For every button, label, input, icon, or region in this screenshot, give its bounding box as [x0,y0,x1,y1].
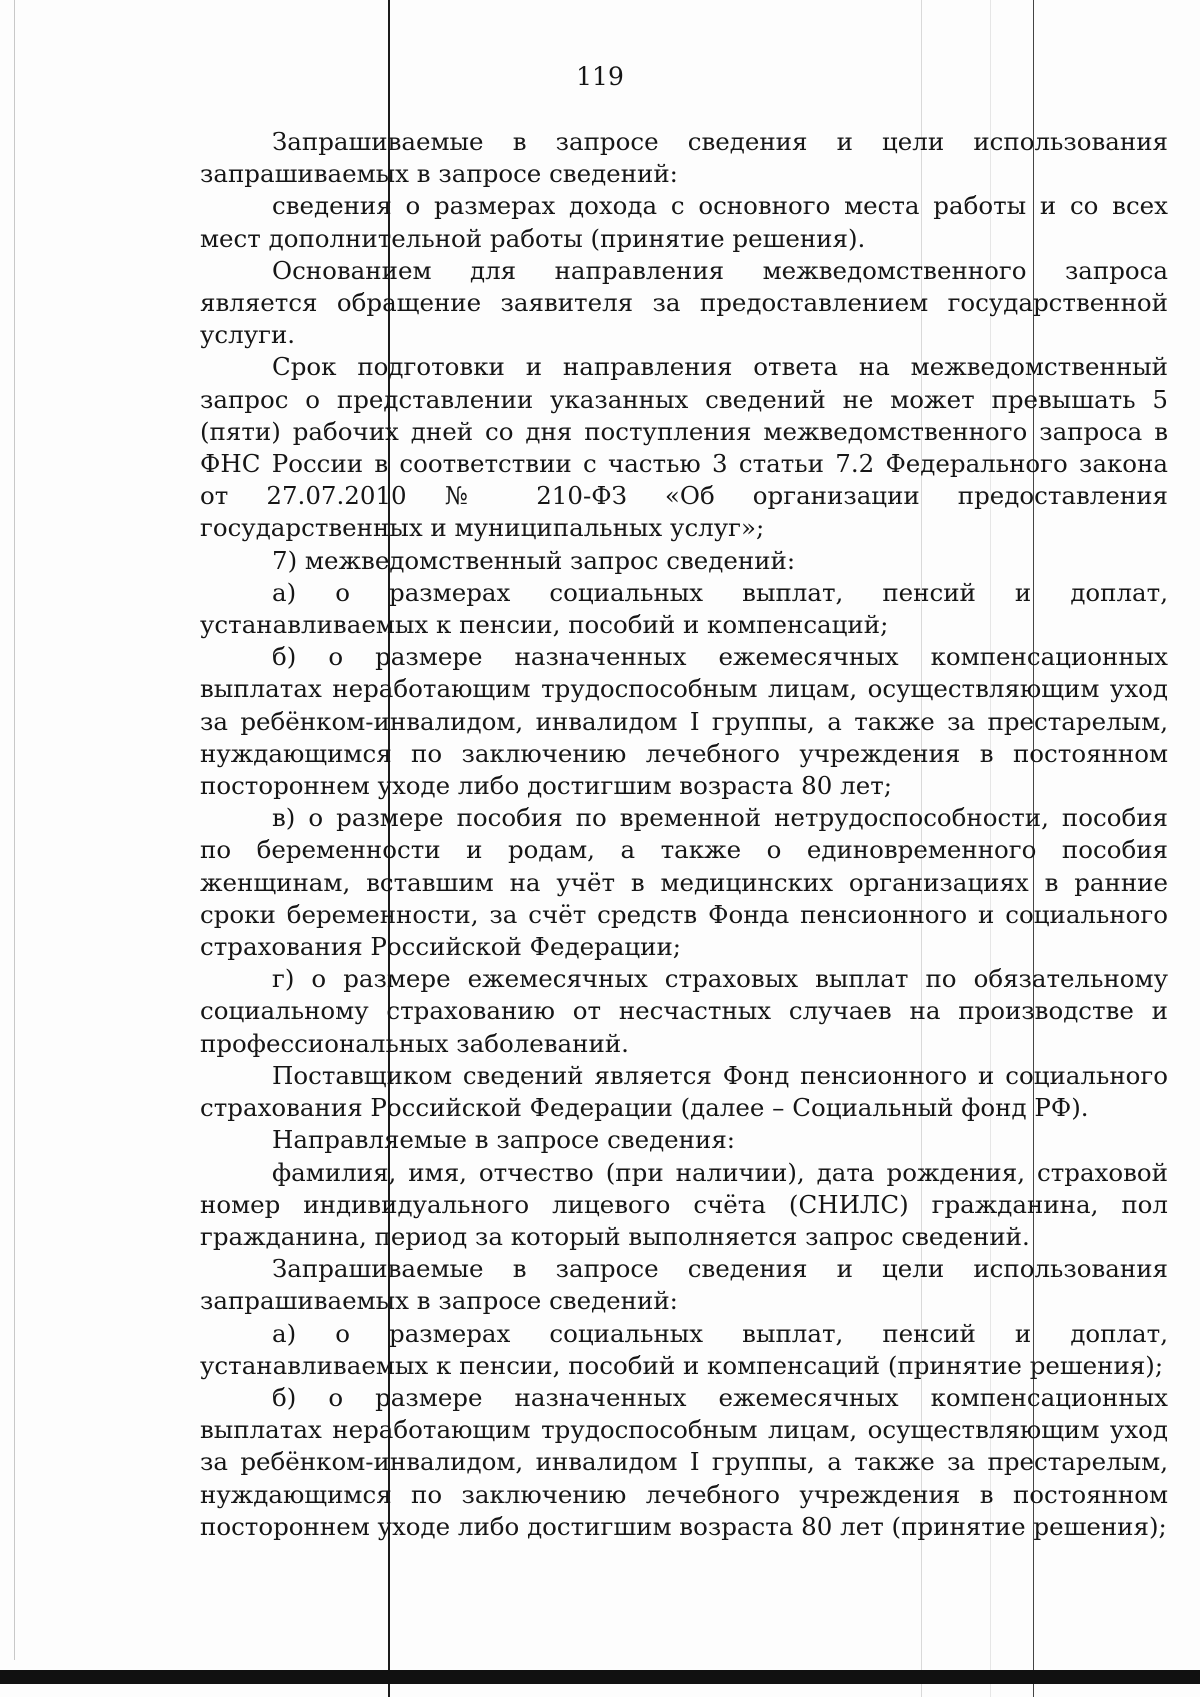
paragraph: б) о размере назначенных ежемесячных компенсационных выплатах неработающим трудоспособным лицам, осуществляющим уход за ребёнком-инвалидом, инвалидом I группы, а также за престарелым, нуждающимся по заключению лечебного учреждения в постоянном постороннем уходе либо достигшим возраста 80 лет; [200,642,1168,801]
paragraph: Запрашиваемые в запросе сведения и цели использования запрашиваемых в запросе сведений: [200,127,1168,189]
paragraph: б) о размере назначенных ежемесячных компенсационных выплатах неработающим трудоспособным лицам, осуществляющим уход за ребёнком-инвалидом, инвалидом I группы, а также за престарелым, нуждающимся по заключению лечебного учреждения в постоянном постороннем уходе либо достигшим возраста 80 лет (принятие решения); [200,1382,1168,1541]
paragraph: 7) межведомственный запрос сведений: [272,545,796,575]
page-number: 119 [576,62,624,91]
paragraph: сведения о размерах дохода с основного места работы и со всех мест дополнительной работы (принятие решения). [200,191,1168,253]
paragraph: а) о размерах социальных выплат, пенсий и доплат, устанавливаемых к пенсии, пособий и компенсаций (принятие решения); [200,1318,1168,1380]
paragraph: в) о размере пособия по временной нетрудоспособности, пособия по беременности и родам, а также о единовременного пособия женщинам, вставшим на учёт в медицинских организациях в ранние сроки беременности, за счёт средств Фонда пенсионного и социального страхования Российской Федерации; [200,803,1168,962]
scan-edge-line [14,0,15,1660]
paragraph: Направляемые в запросе сведения: [272,1125,736,1155]
scan-bottom-bar [0,1670,1200,1684]
paragraph: Основанием для направления межведомственного запроса является обращение заявителя за предоставлением государственной услуги. [200,255,1168,350]
paragraph: Запрашиваемые в запросе сведения и цели использования запрашиваемых в запросе сведений: [200,1254,1168,1316]
paragraph: фамилия, имя, отчество (при наличии), дата рождения, страховой номер индивидуального лицевого счёта (СНИЛС) гражданина, пол гражданина, период за который выполняется запрос сведений. [200,1157,1168,1251]
document-body [200,126,1168,1543]
paragraph: а) о размерах социальных выплат, пенсий и доплат, устанавливаемых к пенсии, пособий и компенсаций; [200,577,1168,640]
paragraph: Срок подготовки и направления ответа на межведомственный запрос о представлении указанных сведений не может превышать 5 (пяти) рабочих дней со дня поступления межведомственного запроса в ФНС России в соответствии с частью 3 статьи 7.2 Федерального закона от 27.07.2010 № 210-ФЗ «Об организации предоставления государственных и муниципальных услуг»; [200,352,1168,543]
paragraph: Поставщиком сведений является Фонд пенсионного и социального страхования Российской Федерации (далее – Социальный фонд РФ). [200,1060,1168,1123]
paragraph: г) о размере ежемесячных страховых выплат по обязательному социальному страхованию от несчастных случаев на производстве и профессиональных заболеваний. [200,964,1168,1058]
